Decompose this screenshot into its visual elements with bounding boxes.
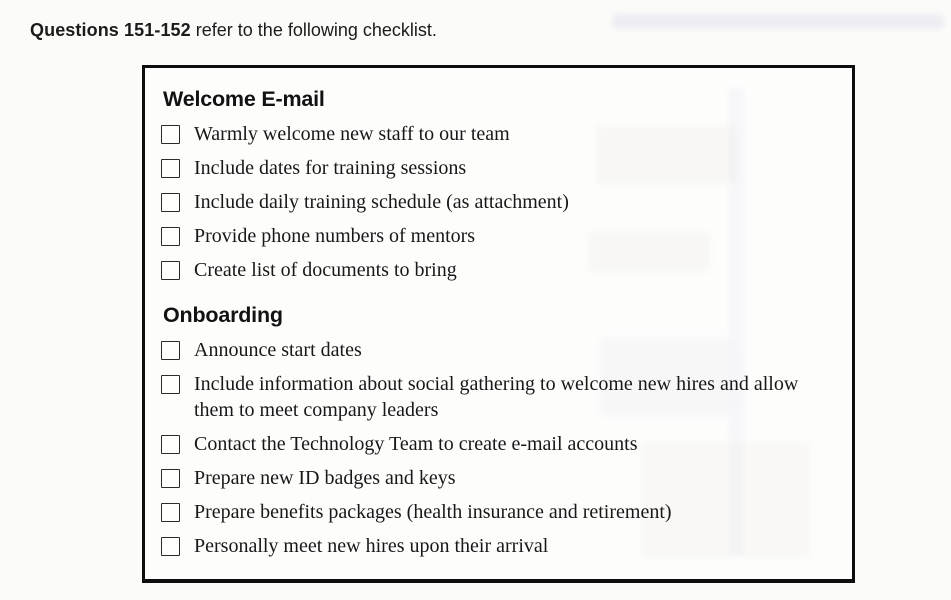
checkbox-icon: [161, 341, 180, 360]
checklist-item: [161, 431, 834, 457]
checklist-item-label: Warmly welcome new staff to our team: [194, 123, 510, 145]
checklist-item: [161, 121, 834, 147]
checkbox-icon: [161, 435, 180, 454]
checklist-items: [161, 337, 834, 559]
checklist-item-label: Contact the Technology Team to create e-mail accounts: [194, 433, 638, 455]
checklist-item-label: Personally meet new hires upon their arrival: [194, 535, 549, 557]
checklist-section: [161, 87, 834, 283]
checklist-item: [161, 223, 834, 249]
checklist-item-label: Provide phone numbers of mentors: [194, 225, 476, 247]
checklist-item: [161, 155, 834, 181]
checklist-item: [161, 499, 834, 525]
checkbox-icon: [161, 469, 180, 488]
section-title: Onboarding: [163, 303, 283, 327]
checklist-item-label: Include information about social gathering to welcome new hires and allow them to meet company leaders: [194, 373, 799, 421]
checkbox-icon: [161, 159, 180, 178]
checklist-item-label: Include dates for training sessions: [194, 157, 467, 179]
checklist-items: [161, 121, 834, 283]
checklist-item-label: Include daily training schedule (as attachment): [194, 191, 569, 213]
checklist-item: [161, 337, 834, 363]
checkbox-icon: [161, 261, 180, 280]
checklist-item-label: Announce start dates: [194, 339, 362, 361]
question-reference-line: [30, 20, 437, 40]
question-reference-text: refer to the following checklist.: [190, 20, 437, 40]
checkbox-icon: [161, 537, 180, 556]
checkbox-icon: [161, 125, 180, 144]
question-numbers: Questions 151-152: [30, 20, 191, 40]
bleed-through-artifact: [612, 14, 944, 29]
checklist-item-label: Prepare benefits packages (health insurance and retirement): [194, 501, 672, 523]
checklist-item: [161, 189, 834, 215]
checkbox-icon: [161, 227, 180, 246]
checklist-sections: [161, 87, 834, 559]
checkbox-icon: [161, 503, 180, 522]
checklist-item: [161, 465, 834, 491]
checklist-item: [161, 257, 834, 283]
checklist-item-label: Prepare new ID badges and keys: [194, 467, 456, 489]
checkbox-icon: [161, 193, 180, 212]
section-title: Welcome E-mail: [163, 87, 325, 111]
checkbox-icon: [161, 375, 180, 394]
checklist-item-label: Create list of documents to bring: [194, 259, 457, 281]
checklist-box: [142, 65, 855, 583]
checklist-item: [161, 371, 834, 423]
checklist-item: [161, 533, 834, 559]
checklist-section: [161, 303, 834, 559]
